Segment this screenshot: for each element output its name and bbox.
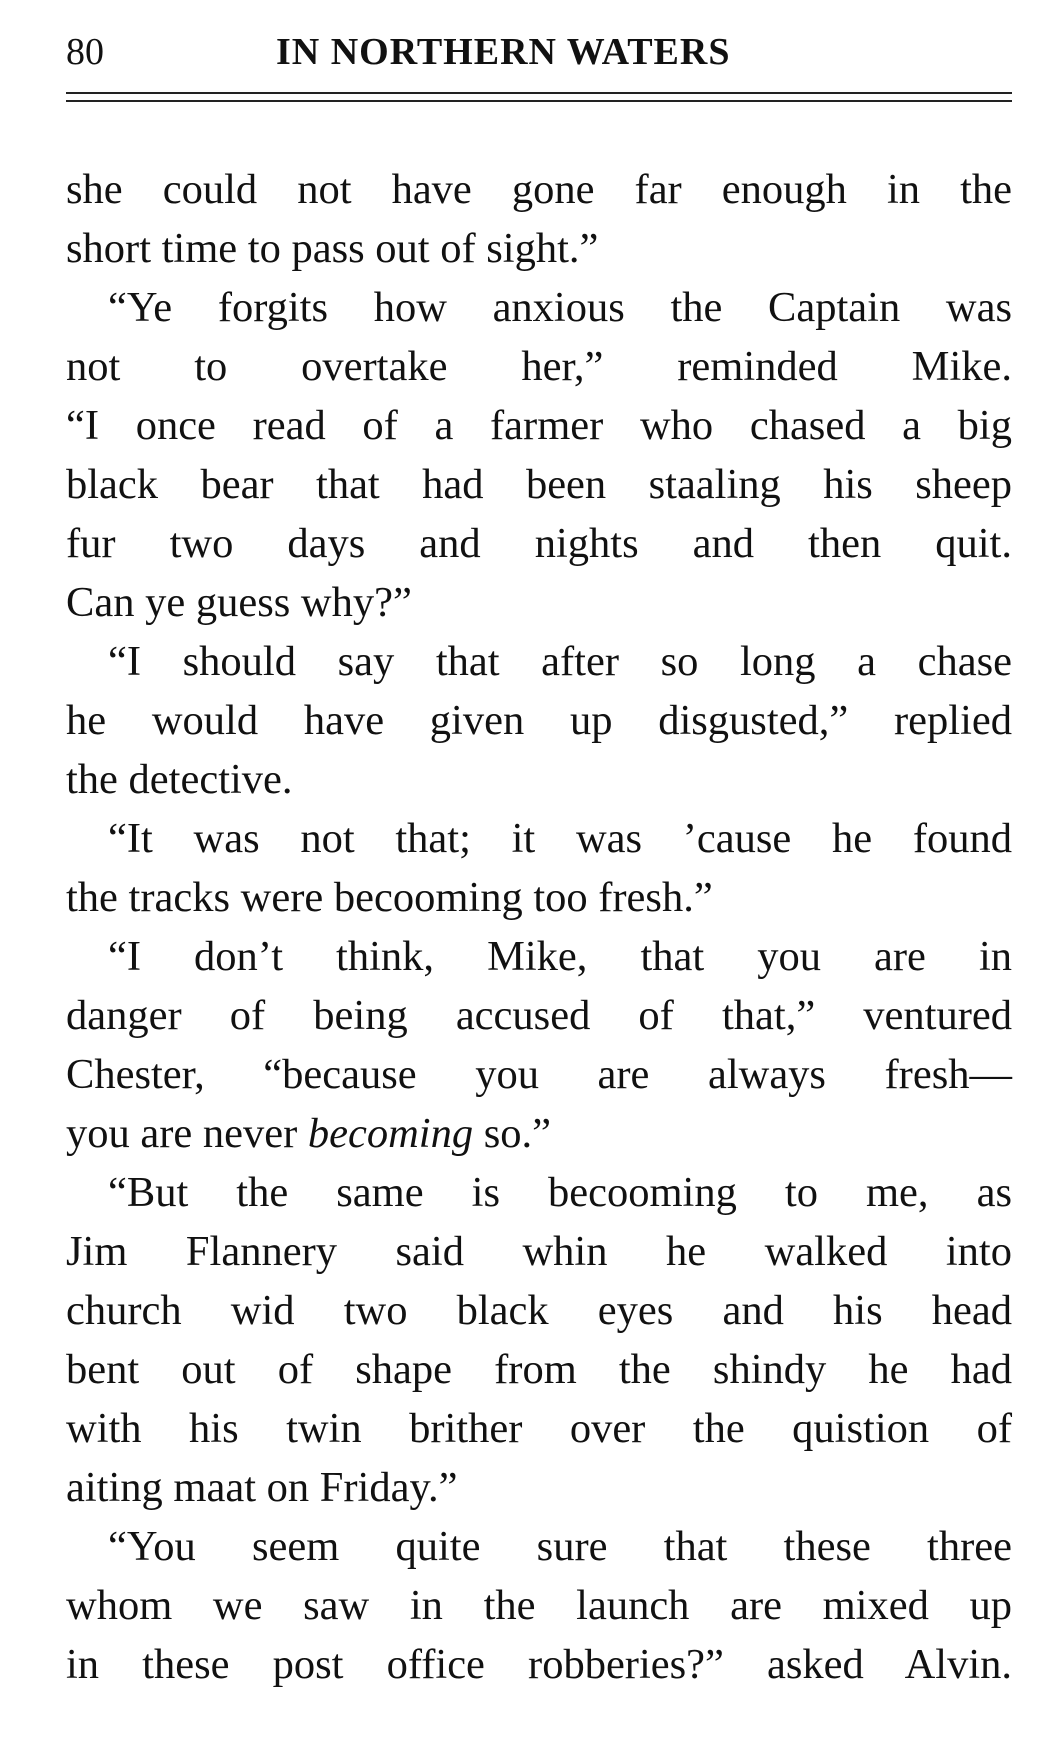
running-title: IN NORTHERN WATERS bbox=[276, 31, 731, 73]
text-line: he would have given up disgusted,” replied bbox=[66, 697, 1012, 744]
body-text bbox=[66, 160, 1012, 1694]
text-fragment: so.” bbox=[473, 1110, 552, 1157]
text-line: bent out of shape from the shindy he had bbox=[66, 1346, 1012, 1393]
text-line: with his twin brither over the quistion of bbox=[66, 1405, 1012, 1452]
text-line: the detective. bbox=[66, 756, 293, 803]
text-line: “You seem quite sure that these three bbox=[108, 1523, 1012, 1570]
text-line: “I once read of a farmer who chased a big bbox=[66, 402, 1012, 449]
text-line: short time to pass out of sight.” bbox=[66, 225, 599, 272]
header-rule-top bbox=[66, 92, 1012, 94]
italic-word: becoming bbox=[307, 1110, 474, 1157]
text-line: “I don’t think, Mike, that you are in bbox=[108, 933, 1012, 980]
text-line: church wid two black eyes and his head bbox=[66, 1287, 1012, 1334]
text-line: danger of being accused of that,” ventured bbox=[66, 992, 1012, 1039]
text-line: black bear that had been staaling his sheep bbox=[66, 461, 1012, 508]
text-line: “But the same is becooming to me, as bbox=[108, 1169, 1012, 1216]
text-line: in these post office robberies?” asked Alvin. bbox=[66, 1641, 1012, 1688]
text-line: not to overtake her,” reminded Mike. bbox=[66, 343, 1012, 390]
text-line: the tracks were becooming too fresh.” bbox=[66, 874, 713, 921]
text-line: aiting maat on Friday.” bbox=[66, 1464, 458, 1511]
text-line: whom we saw in the launch are mixed up bbox=[66, 1582, 1012, 1629]
text-line: Chester, “because you are always fresh— bbox=[66, 1051, 1012, 1098]
text-line: “Ye forgits how anxious the Captain was bbox=[108, 284, 1012, 331]
text-line-with-italic bbox=[66, 1104, 1012, 1163]
text-line: Jim Flannery said whin he walked into bbox=[66, 1228, 1012, 1275]
text-fragment: you are never bbox=[66, 1110, 308, 1157]
text-line: she could not have gone far enough in the bbox=[66, 166, 1012, 213]
text-line: fur two days and nights and then quit. bbox=[66, 520, 1012, 567]
text-line: “It was not that; it was ’cause he found bbox=[108, 815, 1012, 862]
page-number: 80 bbox=[66, 31, 104, 73]
text-line: Can ye guess why?” bbox=[66, 579, 412, 626]
header-rule-bottom bbox=[66, 100, 1012, 102]
running-head bbox=[66, 24, 1016, 80]
text-line: “I should say that after so long a chase bbox=[108, 638, 1012, 685]
